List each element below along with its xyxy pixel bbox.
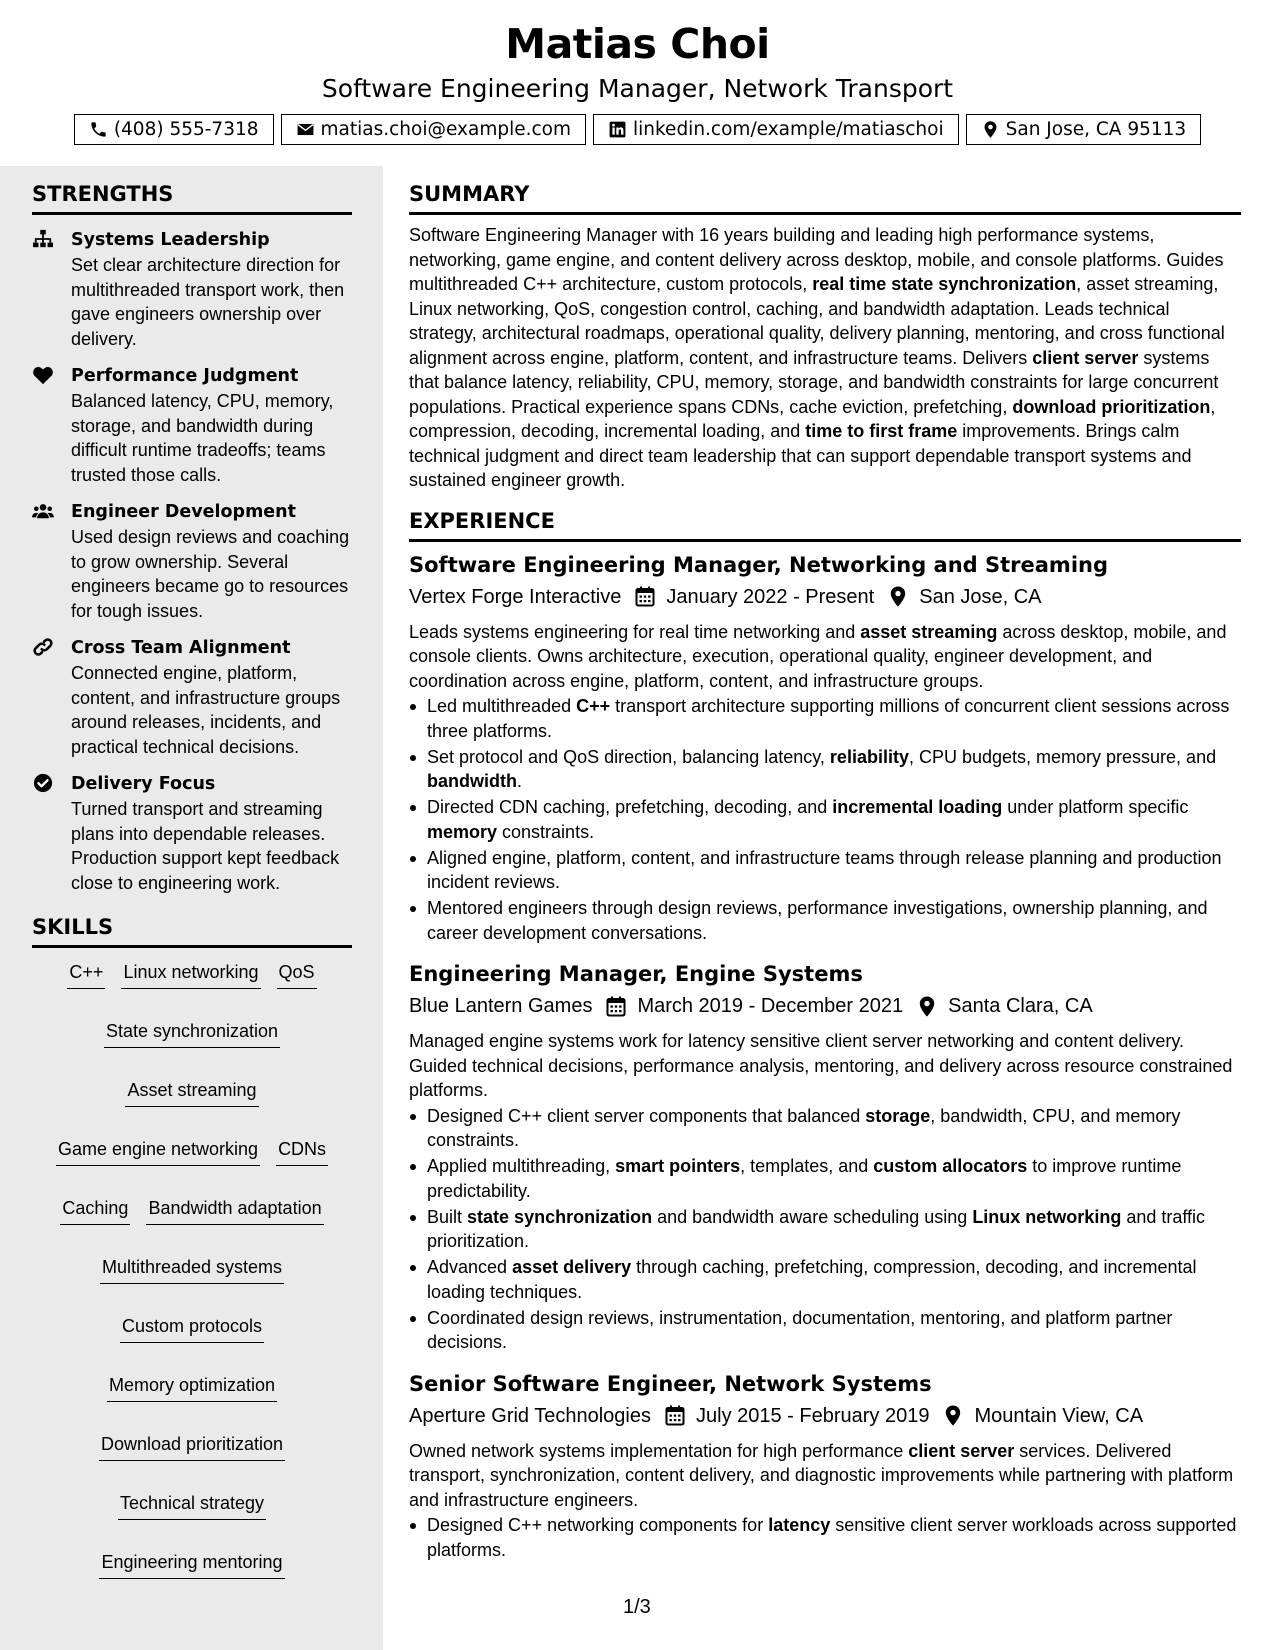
bold-text: custom allocators (873, 1156, 1028, 1176)
job-dates: January 2022 - Present (666, 585, 875, 608)
bold-text: C++ (576, 696, 611, 716)
bold-text: asset delivery (512, 1257, 632, 1277)
experience-heading: EXPERIENCE (409, 509, 1241, 542)
contact-phone[interactable] (74, 114, 274, 145)
bold-text: storage (865, 1105, 931, 1126)
text-run: sensitive client server workloads across supported platforms. (427, 1515, 1237, 1560)
skill-tag: Technical strategy (118, 1491, 266, 1520)
strength-item (32, 771, 352, 895)
contact-linkedin-text: linkedin.com/example/matiaschoi (633, 119, 944, 140)
text-run: Mentored engineers through design reviews, performance investigations, ownership planning, and career development conversations. (427, 898, 1208, 943)
text-run: and bandwidth aware scheduling using (652, 1206, 973, 1227)
strength-desc: Connected engine, platform, content, and infrastructure groups around releases, incidents, and practical technical decisions. (71, 663, 341, 757)
text-run: Set protocol and QoS direction, balancing latency, (427, 746, 830, 767)
skills-heading: SKILLS (32, 915, 352, 948)
job-location: Mountain View, CA (974, 1404, 1144, 1427)
heart-icon (32, 365, 54, 385)
experience-list (409, 550, 1241, 1563)
job-dates: July 2015 - February 2019 (696, 1404, 930, 1427)
job-entry (409, 959, 1241, 1355)
bold-text: bandwidth (427, 771, 517, 791)
bold-text: asset streaming (860, 621, 998, 642)
strength-item (32, 499, 352, 623)
bullet-item (409, 1205, 1241, 1254)
skill-tag: Asset streaming (125, 1078, 258, 1107)
bold-text: reliability (829, 746, 909, 767)
bold-text: client server (1032, 347, 1139, 368)
resume-header (0, 0, 1275, 166)
bullet-item (409, 1154, 1241, 1203)
skill-tag: Custom protocols (120, 1314, 264, 1343)
text-run: Built (427, 1206, 468, 1227)
text-run: and traffic prioritization. (427, 1206, 1206, 1251)
job-entry (409, 1369, 1241, 1563)
calendar-icon (635, 586, 655, 607)
skill-tag: C++ (67, 960, 105, 989)
job-title: Engineering Manager, Engine Systems (409, 962, 863, 986)
text-run: systems that balance latency, reliability, CPU, memory, storage, and bandwidth constraints for large concurrent populations. Practical experience spans CDNs, cache eviction, prefetching, (409, 347, 1219, 417)
text-run: Managed engine systems work for latency sensitive client server networking and content delivery. Guided technical decisions, performance analysis, mentoring, and delivery across resource constrained platforms. (409, 1031, 1233, 1100)
text-run: Advanced (427, 1257, 513, 1277)
job-meta (409, 991, 1241, 1021)
job-company: Vertex Forge Interactive (409, 585, 622, 608)
strength-item (32, 363, 352, 487)
job-bullets (409, 1513, 1241, 1562)
text-run: , compression, decoding, incremental loading, and (409, 396, 1216, 441)
strength-item (32, 635, 352, 759)
text-run: Designed C++ client server components that balanced (427, 1105, 866, 1126)
bullet-item (409, 1255, 1241, 1304)
phone-icon (89, 120, 108, 139)
text-run: Led multithreaded (427, 696, 577, 716)
summary-heading: SUMMARY (409, 182, 1241, 215)
job-title: Senior Software Engineer, Network Systems (409, 1371, 932, 1396)
bold-text: latency (768, 1515, 831, 1535)
text-run: Leads systems engineering for real time networking and (409, 621, 861, 642)
job-company: Aperture Grid Technologies (409, 1404, 651, 1427)
strength-desc: Turned transport and streaming plans into dependable releases. Production support kept feedback close to engineering work. (71, 799, 340, 893)
candidate-name: Matias Choi (505, 20, 770, 68)
bullet-item (409, 694, 1241, 743)
strength-title: Delivery Focus (71, 774, 216, 794)
skill-tag: Game engine networking (56, 1137, 260, 1166)
job-company: Blue Lantern Games (409, 995, 593, 1017)
bold-text: real time state synchronization (812, 274, 1077, 294)
bullet-item (409, 1513, 1241, 1562)
text-run: Coordinated design reviews, instrumentation, documentation, mentoring, and platform partner decisions. (427, 1307, 1173, 1352)
job-meta (409, 582, 1241, 612)
text-run: . (516, 771, 522, 791)
strength-item (32, 227, 352, 351)
job-description (409, 1029, 1241, 1103)
bold-text: client server (908, 1440, 1015, 1461)
calendar-icon (606, 996, 626, 1017)
strength-title: Cross Team Alignment (71, 638, 291, 658)
text-run: across desktop, mobile, and console clients. Owns architecture, execution, operational quality, engineer development, and coordination across engine, platform, content, and infrastructure groups. (409, 621, 1227, 691)
text-run: under platform specific (1002, 797, 1189, 817)
strength-title: Engineer Development (71, 502, 297, 522)
candidate-title: Software Engineering Manager, Network Transport (321, 74, 954, 103)
contact-linkedin[interactable] (593, 114, 959, 145)
sitemap-icon (32, 229, 54, 249)
skill-tag: State synchronization (104, 1019, 280, 1048)
text-run: Software Engineering Manager with 16 years building and leading high performance systems, networking, game engine, and content delivery across desktop, mobile, and console platforms. Guides multithreaded C++ architecture, custom protocols, (409, 225, 1224, 294)
job-description (409, 620, 1241, 694)
skill-tag: CDNs (276, 1137, 328, 1166)
skill-tag: Download prioritization (99, 1432, 285, 1461)
location-icon (888, 586, 908, 607)
text-run: , asset streaming, Linux networking, QoS, congestion control, caching, and bandwidth adaptation. Leads technical strategy, architectural roadmaps, operational quality, delivery planning, mentoring, and cross functional alignment across engine, platform, content, and infrastructure teams. Delivers (409, 274, 1225, 368)
users-icon (32, 501, 54, 521)
contact-location-text: San Jose, CA 95113 (1005, 119, 1187, 140)
skill-tag: Caching (60, 1196, 130, 1225)
contact-email-text: matias.choi@example.com (320, 119, 571, 140)
job-title: Software Engineering Manager, Networking and Streaming (409, 552, 1108, 577)
text-run: Directed CDN caching, prefetching, decoding, and (427, 797, 833, 817)
job-bullets (409, 1104, 1241, 1355)
job-description (409, 1439, 1241, 1513)
skills-list (32, 960, 352, 1594)
job-dates: March 2019 - December 2021 (637, 995, 904, 1017)
text-run: Owned network systems implementation for high performance (409, 1440, 909, 1461)
job-bullets (409, 694, 1241, 945)
bold-text: state synchronization (467, 1206, 653, 1227)
skill-tag: Bandwidth adaptation (146, 1196, 323, 1225)
bullet-item (409, 846, 1241, 895)
text-run: to improve runtime predictability. (427, 1156, 1182, 1201)
linkedin-icon (608, 120, 627, 139)
bold-text: memory (427, 821, 498, 842)
job-location: San Jose, CA (919, 585, 1042, 608)
text-run: , bandwidth, CPU, and memory constraints. (427, 1105, 1181, 1150)
text-run: constraints. (497, 821, 595, 842)
bold-text: time to first frame (805, 421, 958, 441)
contact-email[interactable] (281, 114, 586, 145)
location-icon (943, 1405, 963, 1426)
skill-tag: Linux networking (121, 960, 260, 989)
calendar-icon (665, 1405, 685, 1426)
main-content (409, 166, 1241, 1564)
bold-text: smart pointers (615, 1156, 741, 1176)
strength-desc: Set clear architecture direction for multithreaded transport work, then gave engineers ownership over delivery. (71, 255, 345, 349)
contact-bar (0, 114, 1275, 145)
bullet-item (409, 1104, 1241, 1153)
text-run: Applied multithreading, (427, 1156, 616, 1176)
job-entry (409, 550, 1241, 946)
text-run: through caching, prefetching, compression, decoding, and incremental loading techniques. (427, 1257, 1197, 1302)
summary-text (409, 223, 1241, 493)
skill-tag: QoS (277, 960, 317, 989)
email-icon (296, 120, 315, 139)
strength-desc: Used design reviews and coaching to grow ownership. Several engineers became go to resources for tough issues. (71, 527, 350, 621)
skill-tag: Memory optimization (107, 1373, 277, 1402)
location-icon (917, 996, 937, 1017)
job-meta (409, 1401, 1241, 1431)
strength-title: Performance Judgment (71, 366, 299, 386)
page-number: 1/3 (623, 1596, 651, 1618)
bullet-item (409, 795, 1241, 844)
bold-text: download prioritization (1012, 396, 1211, 417)
text-run: Designed C++ networking components for (427, 1515, 769, 1535)
strength-desc: Balanced latency, CPU, memory, storage, and bandwidth during difficult runtime tradeoffs; teams trusted those calls. (71, 391, 334, 485)
text-run: Aligned engine, platform, content, and infrastructure teams through release planning and production incident reviews. (427, 847, 1222, 892)
bold-text: Linux networking (972, 1206, 1122, 1227)
bullet-item (409, 745, 1241, 794)
location-icon (981, 120, 1000, 139)
link-icon (32, 637, 54, 657)
skill-tag: Engineering mentoring (99, 1550, 284, 1579)
skill-tag: Multithreaded systems (100, 1255, 284, 1284)
strength-title: Systems Leadership (71, 230, 270, 250)
bold-text: incremental loading (832, 797, 1003, 817)
check-circle-icon (32, 773, 54, 793)
text-run: , CPU budgets, memory pressure, and (908, 746, 1217, 767)
job-location: Santa Clara, CA (948, 995, 1093, 1017)
text-run: services. Delivered transport, synchronization, content delivery, and diagnostic improvements while partnering with platform and infrastructure engineers. (409, 1440, 1234, 1510)
bullet-item (409, 1306, 1241, 1355)
bullet-item (409, 896, 1241, 945)
strengths-heading: STRENGTHS (32, 182, 352, 215)
text-run: , templates, and (740, 1156, 874, 1176)
contact-location[interactable] (966, 114, 1202, 145)
text-run: improvements. Brings calm technical judgment and direct team leadership that can support dependable transport systems and sustained engineer growth. (409, 421, 1192, 490)
text-run: transport architecture supporting millions of concurrent client sessions across three platforms. (427, 696, 1230, 741)
sidebar (0, 166, 383, 1650)
contact-phone-text: (408) 555-7318 (113, 119, 259, 140)
